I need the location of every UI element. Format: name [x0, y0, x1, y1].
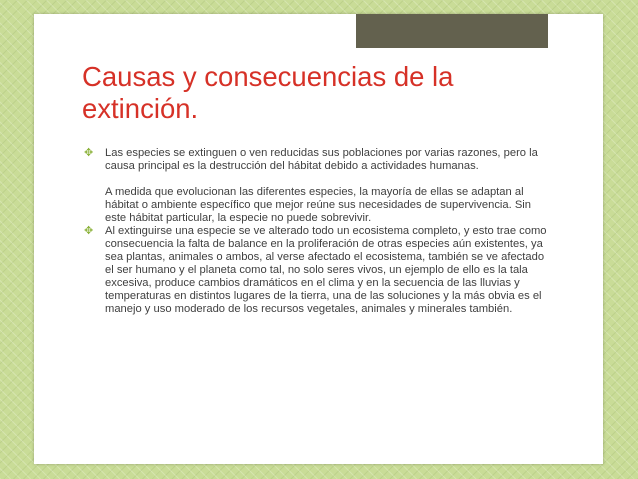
slide-body [84, 147, 554, 316]
slide-title: Causas y consecuencias de la extinción. [82, 61, 454, 124]
bullet-paragraph: Al extinguirse una especie se ve alterado todo un ecosistema completo, y esto trae como consecuencia la falta de balance en la proliferación de otras especies aún existentes, ya sea plantas, animales o ambos, al verse afectado el ecosistema, también se ve afectado el ser humano y el planeta como tal, no solo seres vivos, un ejemplo de ello es la tala excesiva, produce cambios dramáticos en el clima y en la secuencia de las lluvias y temperaturas en distintos lugares de la tierra, una de las soluciones y la más obvia es el manejo y uso moderado de los recursos vegetales, animales y minerales también. [105, 225, 547, 315]
bullet-paragraph: A medida que evolucionan las diferentes especies, la mayoría de ellas se adaptan al hábitat o ambiente específico que mejor reúne sus necesidades de supervivencia. Sin este hábitat particular, la especie no puede sobrevivir. [105, 186, 532, 224]
bullet-paragraph: Las especies se extinguen o ven reducidas sus poblaciones por varias razones, pero la causa principal es la destrucción del hábitat debido a actividades humanas. [105, 147, 538, 172]
bullet-item-causes [84, 147, 554, 225]
accent-bar [356, 14, 548, 48]
bullet-icon: ✥ [84, 225, 94, 237]
bullet-icon: ✥ [84, 147, 94, 159]
slide-panel [34, 14, 603, 464]
bullet-item-consequences [84, 225, 554, 316]
